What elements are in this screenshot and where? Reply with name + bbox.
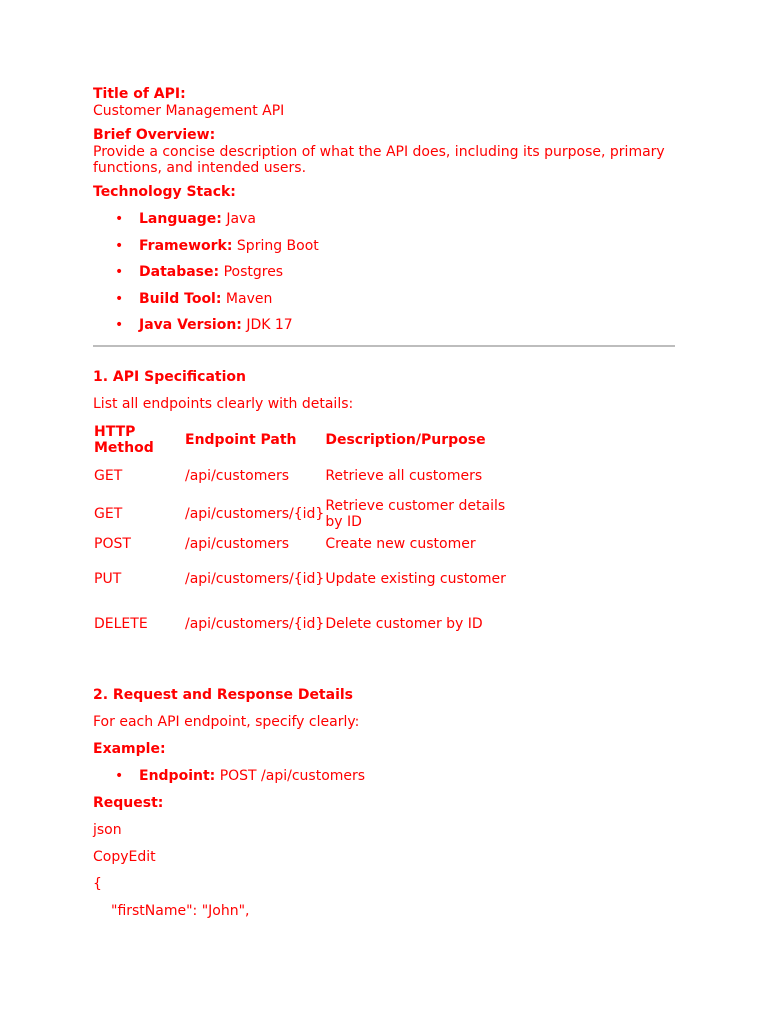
description-cell: Delete customer by ID — [325, 616, 483, 632]
request-label: Request: — [93, 794, 164, 811]
section2-intro: For each API endpoint, specify clearly: — [93, 714, 360, 730]
path-cell: /api/customers/{id} — [185, 506, 325, 522]
document-page — [93, 86, 675, 930]
endpoint-label: Endpoint: — [139, 768, 216, 784]
title-value: Customer Management API — [93, 103, 285, 119]
description-cell: Update existing customer — [325, 571, 506, 587]
section1-heading: 1. API Specification — [93, 369, 247, 385]
bullet-icon: • — [115, 237, 124, 254]
stack-list — [93, 211, 675, 334]
table-row — [93, 533, 525, 554]
bullet-icon: • — [115, 317, 124, 333]
column-header: Endpoint Path — [185, 432, 297, 448]
table-row — [93, 457, 525, 495]
path-cell: /api/customers — [185, 535, 290, 552]
code-line: "firstName": "John", — [111, 902, 250, 919]
description-cell: Retrieve customer details by ID — [325, 498, 506, 530]
table-header-row — [93, 423, 525, 457]
bullet-icon: • — [115, 768, 124, 784]
section1-intro: List all endpoints clearly with details: — [93, 396, 354, 412]
title-block — [93, 86, 675, 119]
table-row — [93, 604, 525, 644]
table-row — [93, 495, 525, 533]
stack-item-label: Framework: — [139, 237, 233, 254]
list-item — [93, 211, 675, 228]
method-cell: POST — [94, 535, 131, 552]
stack-item-value: JDK 17 — [246, 317, 293, 333]
horizontal-rule — [93, 345, 675, 347]
method-cell: PUT — [94, 571, 122, 587]
example-list — [93, 768, 675, 785]
bullet-icon: • — [115, 211, 124, 227]
method-cell: DELETE — [94, 616, 148, 632]
table-row — [93, 554, 525, 604]
stack-item-label: Java Version: — [139, 317, 242, 333]
code-language: json — [93, 821, 122, 838]
endpoints-table — [93, 423, 525, 644]
overview-label: Brief Overview: — [93, 127, 216, 143]
column-header: Description/Purpose — [325, 432, 486, 448]
stack-item-label: Build Tool: — [139, 290, 222, 307]
description-cell: Retrieve all customers — [325, 468, 483, 484]
section2-heading: 2. Request and Response Details — [93, 687, 354, 703]
stack-label: Technology Stack: — [93, 184, 236, 200]
method-cell: GET — [94, 506, 123, 522]
method-cell: GET — [94, 468, 123, 484]
list-item — [93, 238, 675, 255]
bullet-icon: • — [115, 290, 124, 307]
copy-edit-button[interactable]: CopyEdit — [93, 848, 156, 865]
path-cell: /api/customers/{id} — [185, 616, 325, 632]
stack-item-value: Postgres — [223, 264, 284, 280]
endpoint-value: POST /api/customers — [219, 768, 366, 784]
stack-item-label: Language: — [139, 211, 222, 227]
stack-item-value: Spring Boot — [236, 237, 319, 254]
path-cell: /api/customers — [185, 468, 290, 484]
overview-block — [93, 127, 675, 176]
overview-text: Provide a concise description of what the API does, including its purpose, primary functions, and intended users. — [93, 144, 665, 176]
list-item — [93, 264, 675, 281]
list-item — [93, 291, 675, 308]
path-cell: /api/customers/{id} — [185, 571, 325, 587]
list-item — [93, 317, 675, 334]
stack-item-value: Maven — [225, 290, 273, 307]
list-item — [93, 768, 675, 785]
title-label: Title of API: — [93, 86, 186, 102]
stack-item-value: Java — [226, 211, 256, 227]
bullet-icon: • — [115, 264, 124, 280]
example-label: Example: — [93, 741, 166, 757]
stack-item-label: Database: — [139, 264, 220, 280]
code-line: { — [93, 875, 102, 892]
description-cell: Create new customer — [325, 535, 476, 552]
column-header: HTTP Method — [94, 424, 154, 456]
